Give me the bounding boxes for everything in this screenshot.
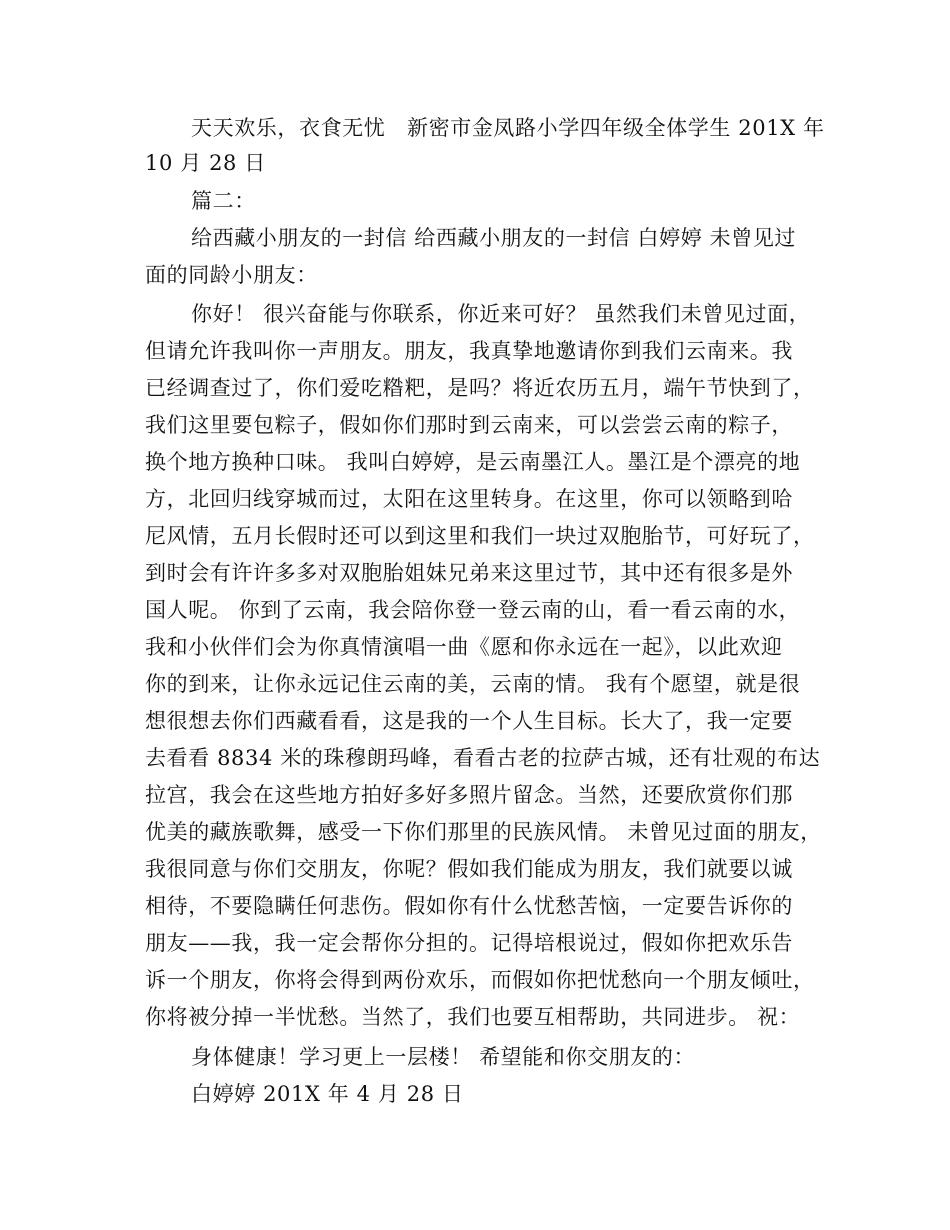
text-line: 尼风情，五月长假时还可以到这里和我们一块过双胞胎节，可好玩了， (145, 524, 815, 548)
text-line: 朋友——我，我一定会帮你分担的。记得培根说过，假如你把欢乐告 (145, 931, 793, 955)
section-heading: 篇二： (191, 189, 256, 213)
signature-date: 白婷婷 201X 年 4 月 28 日 (191, 1082, 464, 1106)
text-line: 诉一个朋友，你将会得到两份欢乐，而假如你把忧愁向一个朋友倾吐， (145, 968, 815, 992)
letter-title: 给西藏小朋友的一封信 给西藏小朋友的一封信 白婷婷 未曾见过 (191, 226, 797, 250)
text-line: 天天欢乐，衣食无忧 新密市金凤路小学四年级全体学生 201X 年 (191, 116, 825, 140)
text-line: 面的同龄小朋友： (145, 263, 318, 287)
text-line: 你好！ 很兴奋能与你联系，你近来可好？ 虽然我们未曾见过面， (191, 302, 811, 326)
text-line: 但请允许我叫你一声朋友。朋友，我真挚地邀请你到我们云南来。我 (145, 339, 793, 363)
text-line: 优美的藏族歌舞，感受一下你们那里的民族风情。 未曾见过面的朋友， (145, 820, 822, 844)
text-line: 你将被分掉一半忧愁。当然了，我们也要互相帮助，共同进步。 祝： (145, 1005, 801, 1029)
text-line: 到时会有许许多多对双胞胎姐妹兄弟来这里过节，其中还有很多是外 (145, 561, 793, 585)
text-line: 我很同意与你们交朋友，你呢？假如我们能成为朋友，我们就要以诚 (145, 857, 793, 881)
text-line: 想很想去你们西藏看看，这是我的一个人生目标。长大了，我一定要 (145, 709, 793, 733)
text-line: 去看看 8834 米的珠穆朗玛峰，看看古老的拉萨古城，还有壮观的布达 (145, 746, 821, 770)
text-line: 换个地方换种口味。 我叫白婷婷，是云南墨江人。墨江是个漂亮的地 (145, 450, 801, 474)
text-line: 方，北回归线穿城而过，太阳在这里转身。在这里，你可以领略到哈 (145, 487, 793, 511)
text-line: 拉宫，我会在这些地方拍好多好多照片留念。当然，还要欣赏你们那 (145, 783, 793, 807)
text-line: 我和小伙伴们会为你真情演唱一曲《愿和你永远在一起》，以此欢迎 (145, 635, 783, 659)
text-line: 国人呢。 你到了云南，我会陪你登一登云南的山，看一看云南的水， (145, 598, 801, 622)
text-line: 相待，不要隐瞒任何悲伤。假如你有什么忧愁苦恼，一定要告诉你的 (145, 894, 793, 918)
text-line: 已经调查过了，你们爱吃糌粑，是吗？将近农历五月，端午节快到了， (145, 376, 815, 400)
text-line: 你的到来，让你永远记住云南的美，云南的情。 我有个愿望，就是很 (145, 672, 801, 696)
text-line: 我们这里要包粽子，假如你们那时到云南来，可以尝尝云南的粽子， (145, 413, 793, 437)
text-line: 10 月 28 日 (145, 151, 266, 175)
closing-line: 身体健康！学习更上一层楼！ 希望能和你交朋友的： (191, 1045, 696, 1069)
